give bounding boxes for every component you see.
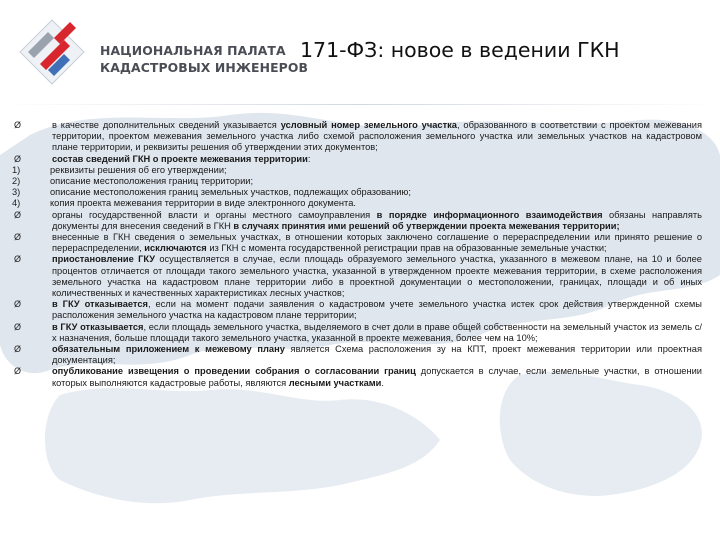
bullet-arrow-icon: Ø xyxy=(14,209,22,220)
list-item-text xyxy=(52,322,702,344)
emphasis-text: опубликование извещения о проведении собрания о согласовании границ xyxy=(52,366,416,377)
bullet-arrow-icon: Ø xyxy=(14,153,22,164)
emphasis-text: исключаются xyxy=(144,243,207,254)
list-item-text xyxy=(50,198,702,209)
emphasis-text: в порядке информационного взаимодействия xyxy=(376,209,603,220)
list-item xyxy=(12,165,702,176)
list-item-text xyxy=(52,254,702,299)
body-text: допускается в случае, если земельные участки, в отношении которых выполняются кадастровые работы, являются xyxy=(52,366,703,388)
list-item xyxy=(12,176,702,187)
list-item-text xyxy=(50,165,702,176)
slide-title: 171-ФЗ: новое в ведении ГКН xyxy=(300,38,620,62)
body-text: описание местоположения границ территории; xyxy=(50,176,254,187)
body-text: . xyxy=(381,377,384,388)
body-text: реквизиты решения об его утверждении; xyxy=(50,164,227,175)
list-item xyxy=(12,299,702,321)
list-item xyxy=(12,344,702,366)
list-item-text xyxy=(52,344,702,366)
body-text: внесенные в ГКН сведения о земельных участках, в отношении которых заключено соглашение о перераспределении или принято решение о перераспределении, xyxy=(52,232,702,254)
body-text: в качестве дополнительных сведений указывается xyxy=(52,120,281,130)
list-number: 2) xyxy=(12,176,21,187)
list-item xyxy=(12,120,702,154)
list-item xyxy=(12,322,702,344)
body-text: является Схема расположения зу на КПТ, проект межевания территории или проектная документация; xyxy=(52,344,702,366)
list-item-text xyxy=(52,120,702,154)
list-item-text xyxy=(52,299,702,321)
bullet-arrow-icon: Ø xyxy=(14,344,22,355)
list-number: 4) xyxy=(12,198,21,209)
org-name-line-2: КАДАСТРОВЫХ ИНЖЕНЕРОВ xyxy=(100,60,309,75)
organization-name xyxy=(100,42,308,76)
body-text: из ГКН с момента государственной регистрации прав на образованные земельные участки; xyxy=(206,243,607,254)
body-text: , если площадь земельного участка, выделяемого в счет доли в праве общей собственности на земельный участок из земель с/х назначения, больше площади такого земельного участка, указанной в проекте межевания, более чем на 10%; xyxy=(52,321,702,343)
emphasis-text: обязательным приложением к межевому плану xyxy=(52,344,285,355)
list-item xyxy=(12,366,702,388)
bullet-arrow-icon: Ø xyxy=(14,120,22,130)
list-number: 1) xyxy=(12,164,21,175)
emphasis-text: в случаях принятия ими решений об утверждении проекта межевания территории; xyxy=(233,220,620,231)
list-item-text xyxy=(52,366,702,388)
list-number: 3) xyxy=(12,187,21,198)
emphasis-text: лесными участками xyxy=(288,377,382,388)
list-item-text xyxy=(52,210,702,232)
body-text: , если на момент подачи заявления о кадастровом учете земельного участка истек срок действия утвержденной схемы расположения земельного участка на кадастровом плане территории; xyxy=(52,299,702,321)
slide-content xyxy=(12,120,702,389)
list-item-text xyxy=(52,154,702,165)
bullet-arrow-icon: Ø xyxy=(14,232,22,243)
list-item-text xyxy=(50,187,702,198)
emphasis-text: состав сведений ГКН о проекте межевания территории xyxy=(52,153,308,164)
header-divider xyxy=(0,104,720,105)
emphasis-text: приостановление ГКУ xyxy=(52,254,156,265)
body-text: обязаны направлять документы для внесения сведений в ГКН xyxy=(52,209,702,231)
body-text: , образованного в соответствии с проектом межевания территории, проектом межевания земельного участка либо схемой расположения земельного участка или земельных участков на кадастровом плане территории, и реквизиты решения об утверждении этих документов; xyxy=(52,120,703,153)
bullet-arrow-icon: Ø xyxy=(14,254,22,265)
list-item-text xyxy=(52,232,702,254)
body-text: осуществляется в случае, если площадь образуемого земельного участка, указанного в межевом плане, на 10 и более процентов отличается от площади такого земельного участка, указанной в утвержденном проекте межевания территории, в схеме расположения земельного участка на кадастровом плане территории либо в проектной документации о местоположении, границах, площади и об иных количественных и качественных характеристиках лесных участков; xyxy=(52,254,702,299)
list-item xyxy=(12,154,702,165)
list-item xyxy=(12,198,702,209)
list-item xyxy=(12,254,702,299)
list-item-text xyxy=(50,176,702,187)
body-text: описание местоположения границ земельных участков, подлежащих образованию; xyxy=(50,187,411,198)
bullet-arrow-icon: Ø xyxy=(14,299,22,310)
body-text: : xyxy=(307,153,311,164)
emphasis-text: условный номер земельного участка xyxy=(280,120,457,130)
bullet-arrow-icon: Ø xyxy=(14,366,22,377)
bullet-arrow-icon: Ø xyxy=(14,321,22,332)
body-text: копия проекта межевания территории в виде электронного документа. xyxy=(50,198,356,209)
list-item xyxy=(12,210,702,232)
np-ki-logo-icon xyxy=(18,18,86,86)
org-name-line-1: НАЦИОНАЛЬНАЯ ПАЛАТА xyxy=(100,43,286,58)
emphasis-text: в ГКУ отказывается xyxy=(52,299,148,310)
list-item xyxy=(12,232,702,254)
list-item xyxy=(12,187,702,198)
emphasis-text: в ГКУ отказывается xyxy=(52,321,144,332)
body-text: органы государственной власти и органы местного самоуправления xyxy=(52,209,377,220)
slide-header xyxy=(0,0,720,110)
